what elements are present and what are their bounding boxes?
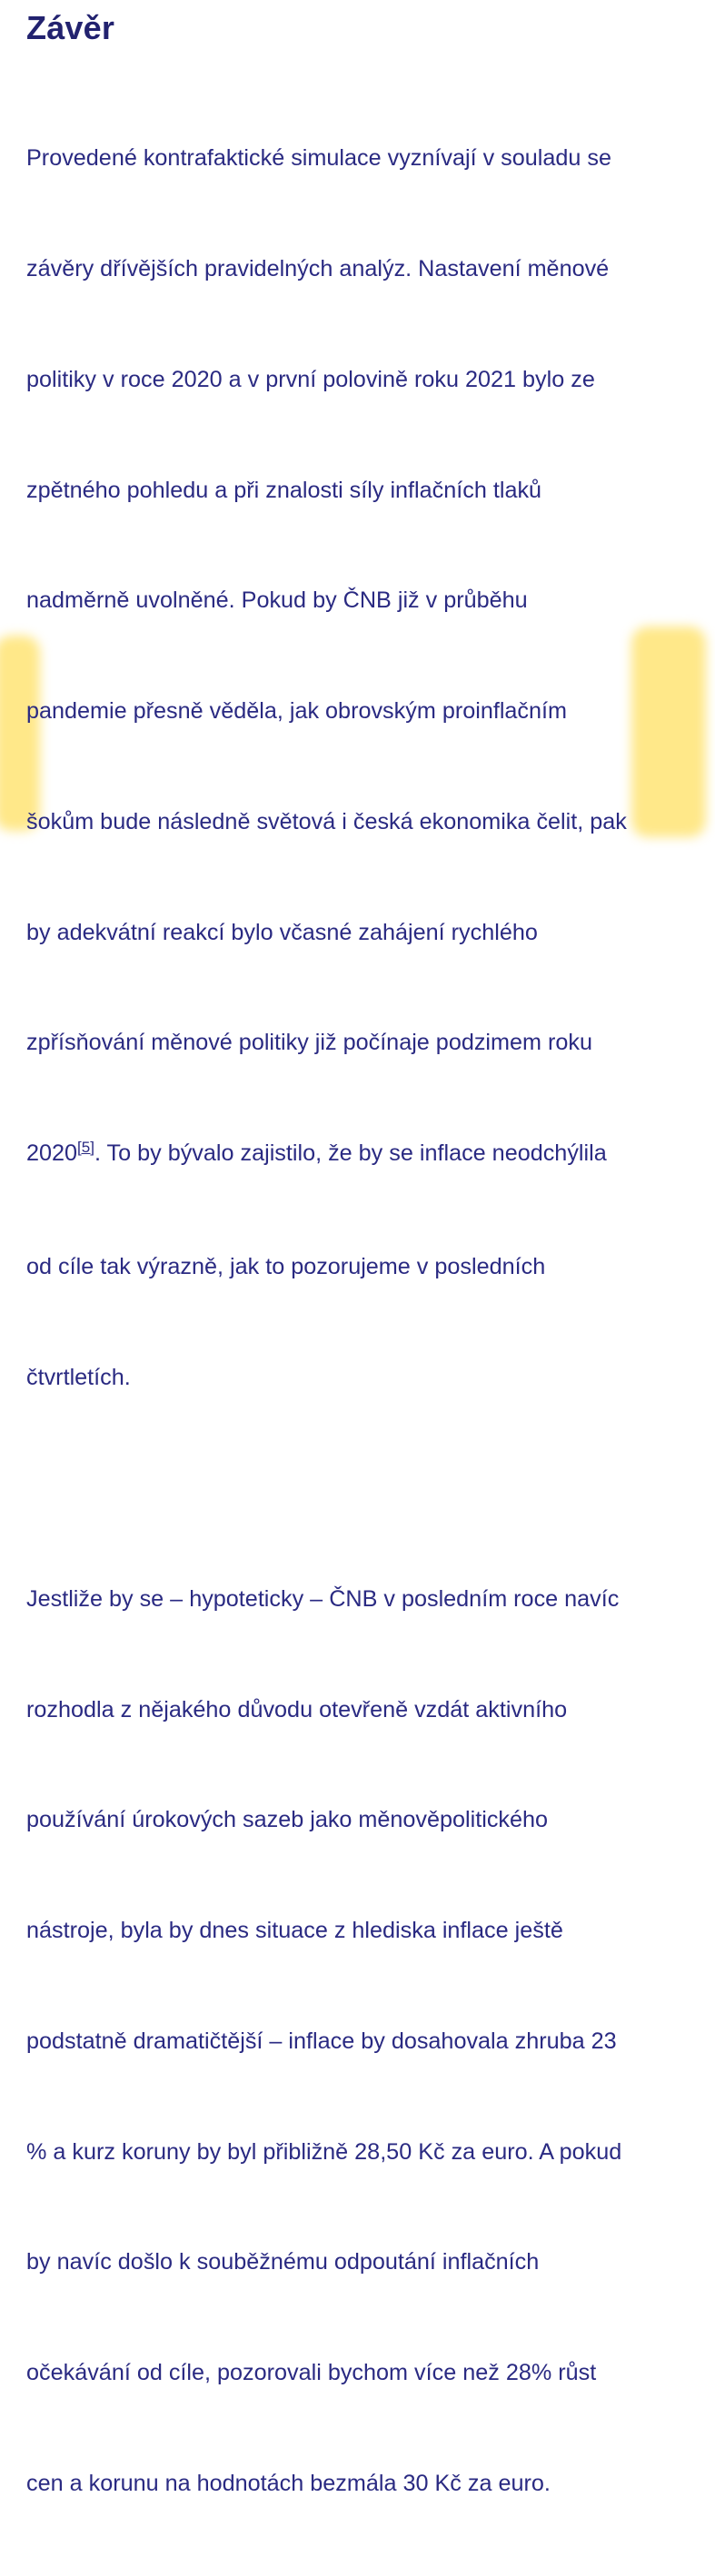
text-line: nadměrně uvolněné. Pokud by ČNB již v průběhu bbox=[26, 587, 528, 614]
text-line: zpřísňování měnové politiky již počínaje podzimem roku bbox=[26, 1030, 592, 1056]
text-line: cen a korunu na hodnotách bezmála 30 Kč za euro. bbox=[26, 2471, 551, 2496]
footnote-link[interactable]: [5] bbox=[77, 1139, 94, 1157]
text-line: % a kurz koruny by byl přibližně 28,50 Kč za euro. A pokud bbox=[26, 2138, 622, 2165]
text-line: od cíle tak výrazně, jak to pozorujeme v posledních bbox=[26, 1254, 546, 1279]
text-line: šokům bude následně světová i česká ekonomika čelit, pak bbox=[26, 808, 627, 834]
text-line: Jestliže by se – hypoteticky – ČNB v posledním roce navíc bbox=[26, 1585, 620, 1612]
text-line: podstatně dramatičtější – inflace by dosahovala zhruba 23 bbox=[26, 2028, 617, 2054]
text-line: pandemie přesně věděla, jak obrovským proinflačním bbox=[26, 698, 568, 725]
text-line: rozhodla z nějakého důvodu otevřeně vzdát aktivního bbox=[26, 1696, 568, 1722]
text-line: závěry dřívějších pravidelných analýz. Nastavení měnové bbox=[26, 255, 610, 281]
text-fragment: . To by bývalo zajistilo, že by se inflace neodchýlila bbox=[94, 1140, 607, 1167]
paragraph-conclusion bbox=[26, 66, 699, 1470]
text-line: čtvrtletích. bbox=[26, 1364, 131, 1390]
section-heading: Závěr bbox=[26, 9, 115, 46]
text-line: by adekvátní reakcí bylo včasné zahájení rychlého bbox=[26, 919, 538, 945]
text-line: používání úrokových sazeb jako měnověpolitického bbox=[26, 1807, 549, 1833]
text-line: politiky v roce 2020 a v první polovině roku 2021 bylo ze bbox=[26, 366, 595, 392]
text-line: nástroje, byla by dnes situace z hlediska inflace ještě bbox=[26, 1918, 563, 1944]
text-line: zpětného pohledu a při znalosti síly inflačních tlaků bbox=[26, 477, 542, 503]
paragraph-hypothetical bbox=[26, 1507, 699, 2576]
text-line: by navíc došlo k souběžnému odpoutání inflačních bbox=[26, 2249, 540, 2275]
text-line: očekávání od cíle, pozorovali bychom více než 28% růst bbox=[26, 2360, 597, 2386]
article-content bbox=[26, 0, 699, 2576]
text-fragment: 2020 bbox=[26, 1140, 78, 1167]
text-line: Provedené kontrafaktické simulace vyznívají v souladu se bbox=[26, 145, 612, 172]
text-line-with-footnote bbox=[26, 1135, 699, 1175]
